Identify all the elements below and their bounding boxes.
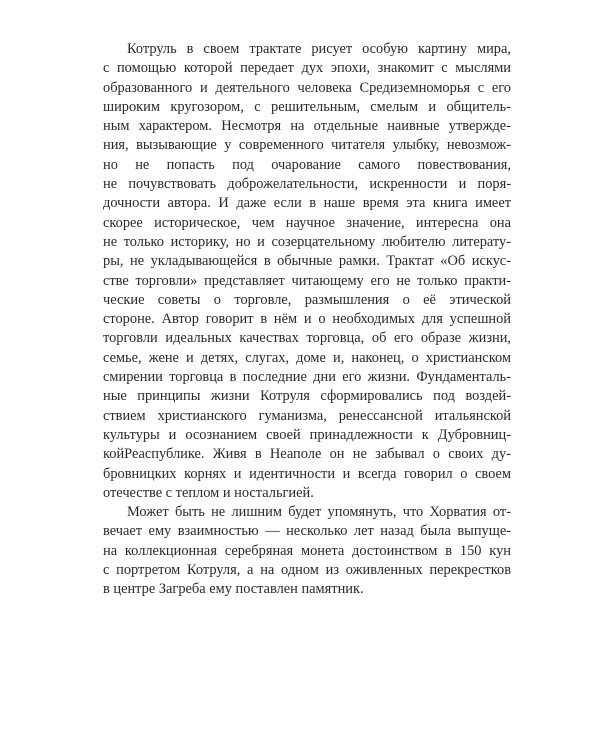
- text-line: образованного и деятельного человека Средиземноморья с его: [103, 79, 511, 96]
- text-line: но не попасть под очарование самого повествования,: [103, 156, 511, 173]
- text-line: Может быть не лишним будет упомянуть, что Хорватия от-: [127, 504, 511, 521]
- text-line: койРеаспублике. Живя в Неаполе он не забывал о своих ду-: [103, 446, 511, 463]
- text-line: торговли идеальных качествах торговца, об его образе жизни,: [103, 330, 511, 347]
- text-line: смирении торговца в последние дни его жизни. Фундаменталь-: [103, 369, 511, 386]
- text-line: ствием христианского гуманизма, ренессансной итальянской: [103, 407, 511, 424]
- text-line: с помощью которой передает дух эпохи, знакомит с мыслями: [103, 60, 511, 77]
- text-line: ные принципы жизни Котруля сформировались под воздей-: [103, 388, 511, 405]
- text-line: не почувствовать доброжелательности, искренности и поря-: [103, 176, 511, 193]
- text-line: на коллекционная серебряная монета достоинством в 150 кун: [103, 542, 511, 559]
- text-line: стороне. Автор говорит в нём и о необходимых для успешной: [103, 311, 511, 328]
- text-line: семье, жене и детях, слугах, доме и, наконец, о христианском: [103, 349, 511, 366]
- text-line: ческие советы о торговле, размышления о её этической: [103, 291, 511, 308]
- text-line: ры, не укладывающейся в обычные рамки. Трактат «Об искус-: [103, 253, 511, 270]
- text-line: ным характером. Несмотря на отдельные наивные утвержде-: [103, 118, 511, 135]
- text-line: бровницких корнях и идентичности и всегда говорил о своем: [103, 465, 511, 482]
- text-line: вечает ему взаимностью — несколько лет назад была выпуще-: [103, 523, 511, 540]
- text-line: с портретом Котруля, а на одном из оживленных перекрестков: [103, 562, 511, 579]
- body-text: [103, 40, 511, 600]
- text-line: скорее историческое, чем научное значение, интересна она: [103, 214, 511, 231]
- text-line: стве торговли» представляет читающему его не только практи-: [103, 272, 511, 289]
- text-line: культуры и осознанием своей принадлежности к Дубровниц-: [103, 426, 511, 443]
- text-line: в центре Загреба ему поставлен памятник.: [103, 581, 364, 598]
- text-line: широким кругозором, с решительным, смелым и общитель-: [103, 98, 511, 115]
- paragraph-2: [103, 503, 511, 599]
- text-line: не только историку, но и созерцательному любителю литерату-: [103, 233, 511, 250]
- text-line: ния, вызывающие у современного читателя улыбку, невозмож-: [103, 137, 511, 154]
- text-line: Котруль в своем трактате рисует особую картину мира,: [127, 41, 511, 57]
- text-line: отечестве с теплом и ностальгией.: [103, 484, 314, 501]
- text-line: дочности автора. И даже если в наше время эта книга имеет: [103, 195, 511, 212]
- paragraph-1: [103, 40, 511, 503]
